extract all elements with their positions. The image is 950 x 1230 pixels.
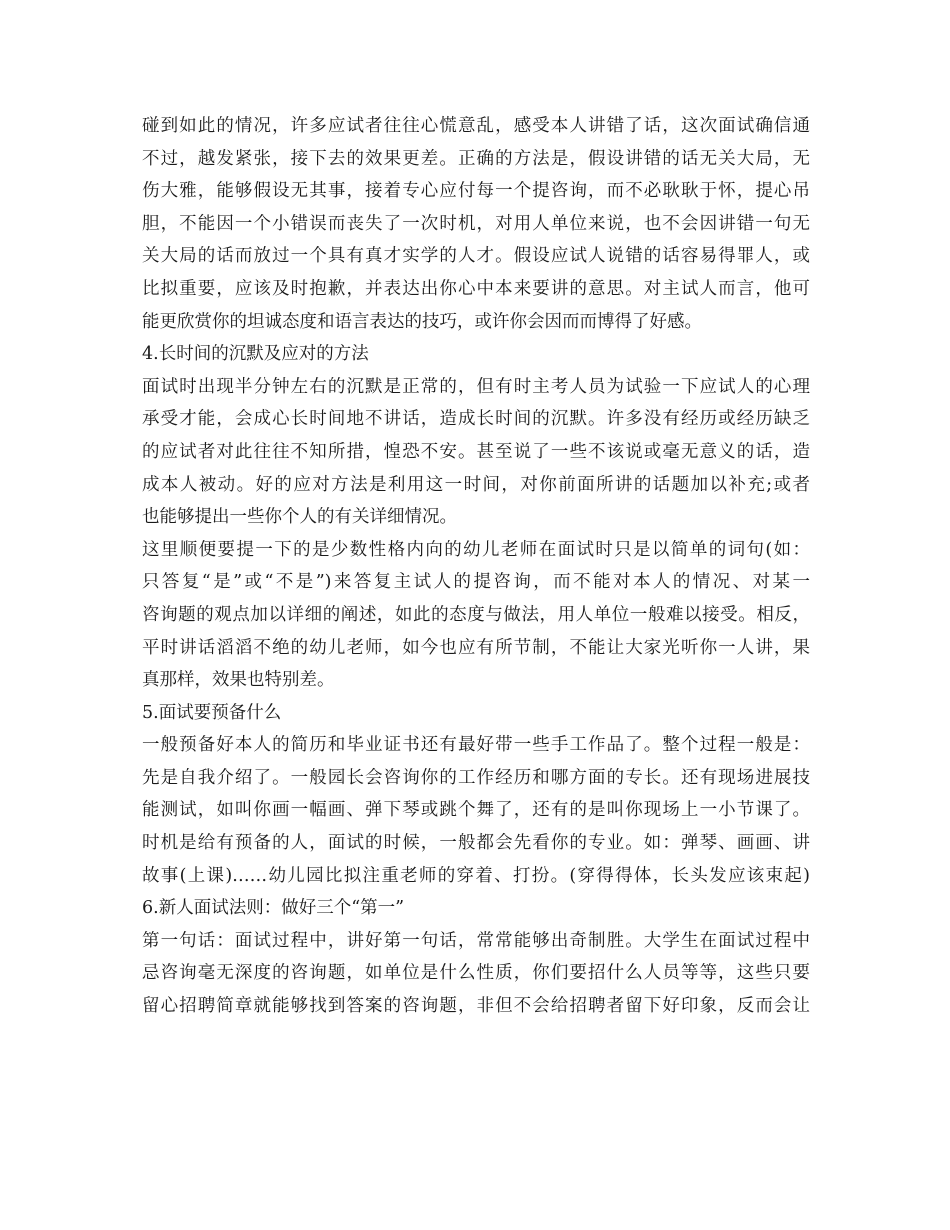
text-line: 只答复“是”或“不是”)来答复主试人的提咨询，而不能对本人的情况、对某一 <box>142 572 810 593</box>
text-line: 的应试者对此往往不知所措，惶恐不安。甚至说了一些不该说或毫无意义的话，造 <box>142 441 810 462</box>
text-line: 忌咨询毫无深度的咨询题，如单位是什么性质，你们要招什么人员等等，这些只要 <box>142 963 810 984</box>
section-heading: 6.新人面试法则：做好三个“第一” <box>142 898 405 919</box>
section-heading: 5.面试要预备什么 <box>142 702 282 723</box>
text-line: 这里顺便要提一下的是少数性格内向的幼儿老师在面试时只是以简单的词句(如： <box>142 539 810 560</box>
text-line: 第一句话：面试过程中，讲好第一句话，常常能够出奇制胜。大学生在面试过程中 <box>142 930 810 951</box>
text-line: 真那样，效果也特别差。 <box>142 670 335 691</box>
text-line: 不过，越发紧张，接下去的效果更差。正确的方法是，假设讲错的话无关大局，无 <box>142 148 810 169</box>
text-line: 比拟重要，应该及时抱歉，并表达出你心中本来要讲的意思。对主试人而言，他可 <box>142 278 810 299</box>
text-line: 能更欣赏你的坦诚态度和语言表达的技巧，或许你会因而而博得了好感。 <box>142 311 702 332</box>
text-line: 一般预备好本人的简历和毕业证书还有最好带一些手工作品了。整个过程一般是： <box>142 735 810 756</box>
text-line: 成本人被动。好的应对方法是利用这一时间，对你前面所讲的话题加以补充;或者 <box>142 474 810 495</box>
section-heading: 4.长时间的沉默及应对的方法 <box>142 344 369 365</box>
document-body <box>142 110 810 1023</box>
text-line: 碰到如此的情况，许多应试者往往心慌意乱，感受本人讲错了话，这次面试确信通 <box>142 116 810 136</box>
text-line: 咨询题的观点加以详细的阐述，如此的态度与做法，用人单位一般难以接受。相反， <box>142 604 810 625</box>
text-line: 时机是给有预备的人，面试的时候，一般都会先看你的专业。如：弹琴、画画、讲 <box>142 833 810 854</box>
text-line: 胆，不能因一个小错误而丧失了一次时机，对用人单位来说，也不会因讲错一句无 <box>142 213 810 234</box>
text-line: 也能够提出一些你个人的有关详细情况。 <box>142 507 457 528</box>
text-line: 面试时出现半分钟左右的沉默是正常的，但有时主考人员为试验一下应试人的心理 <box>142 376 810 397</box>
text-line: 留心招聘简章就能够找到答案的咨询题，非但不会给招聘者留下好印象，反而会让 <box>142 996 810 1017</box>
text-line: 故事(上课)……幼儿园比拟注重老师的穿着、打扮。(穿得得体，长头发应该束起) <box>142 865 810 886</box>
text-line: 伤大雅，能够假设无其事，接着专心应付每一个提咨询，而不必耿耿于怀，提心吊 <box>142 181 810 202</box>
text-line: 平时讲话滔滔不绝的幼儿老师，如今也应有所节制，不能让大家光听你一人讲，果 <box>142 637 810 658</box>
text-line: 关大局的话而放过一个具有真才实学的人才。假设应试人说错的话容易得罪人，或 <box>142 246 810 267</box>
text-line: 先是自我介绍了。一般园长会咨询你的工作经历和哪方面的专长。还有现场进展技 <box>142 767 810 788</box>
text-line: 承受才能，会成心长时间地不讲话，造成长时间的沉默。许多没有经历或经历缺乏 <box>142 409 810 430</box>
text-line: 能测试，如叫你画一幅画、弹下琴或跳个舞了，还有的是叫你现场上一小节课了。 <box>142 800 810 821</box>
